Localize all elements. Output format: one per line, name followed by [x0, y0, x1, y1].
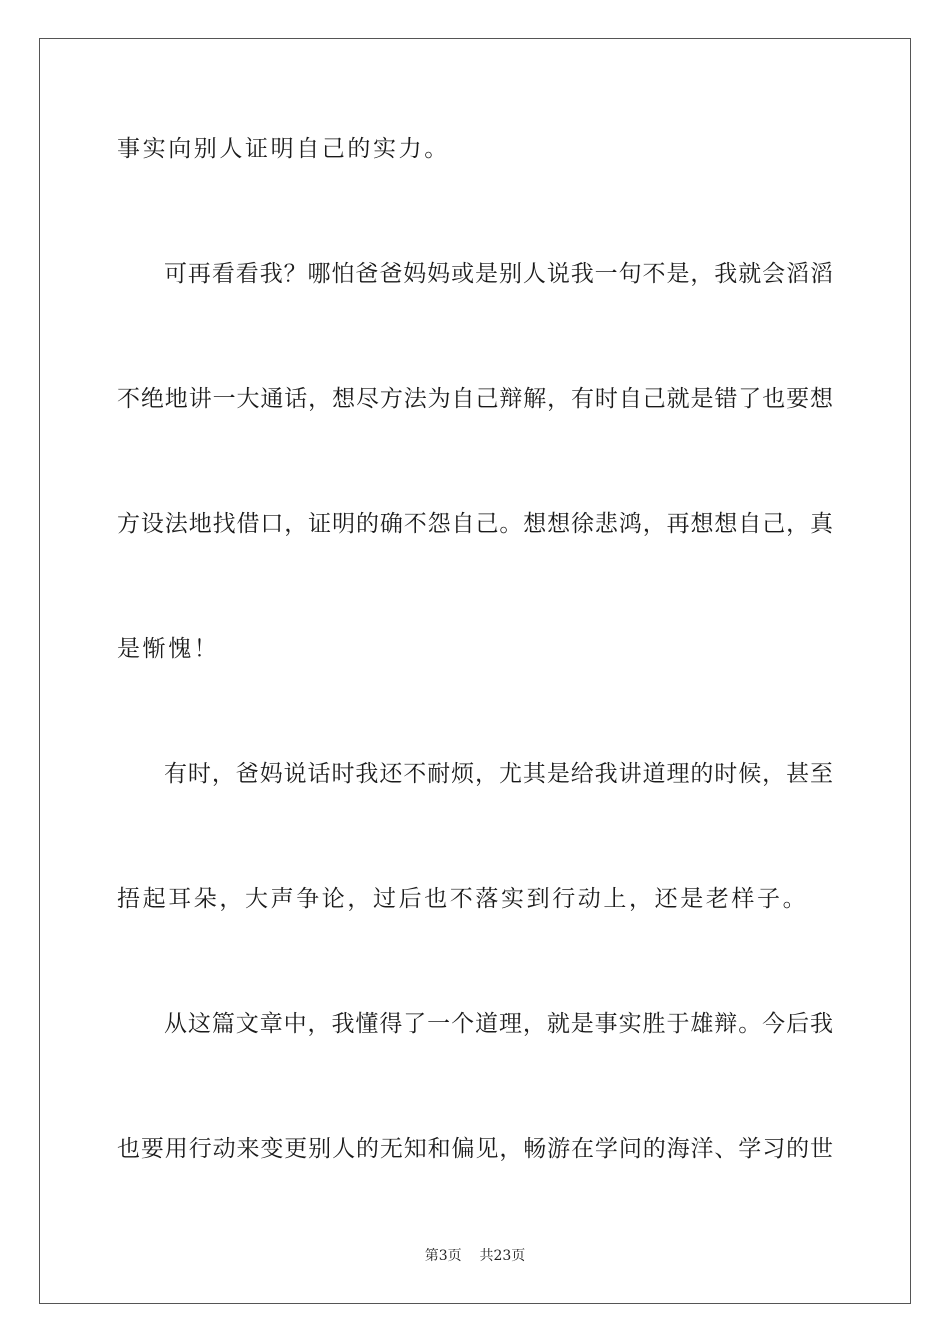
text-line-9: 也要用行动来变更别人的无知和偏见，畅游在学问的海洋、学习的世 [117, 1136, 833, 1162]
page-border [39, 38, 911, 1304]
text-line-5: 是惭愧！ [117, 636, 220, 662]
text-line-1: 事实向别人证明自己的实力。 [117, 136, 450, 162]
page-footer [0, 1247, 950, 1265]
text-line-3: 不绝地讲一大通话，想尽方法为自己辩解，有时自己就是错了也要想 [117, 386, 833, 412]
page-total: 共23页 [479, 1248, 526, 1264]
text-line-8: 从这篇文章中，我懂得了一个道理，就是事实胜于雄辩。今后我 [164, 1011, 833, 1037]
text-line-2: 可再看看我？哪怕爸爸妈妈或是别人说我一句不是，我就会滔滔 [164, 261, 833, 287]
text-line-7: 捂起耳朵，大声争论，过后也不落实到行动上，还是老样子。 [117, 886, 809, 912]
page-number: 第3页 [424, 1248, 462, 1264]
text-line-6: 有时，爸妈说话时我还不耐烦，尤其是给我讲道理的时候，甚至 [164, 761, 833, 787]
text-line-4: 方设法地找借口，证明的确不怨自己。想想徐悲鸿，再想想自己，真 [117, 511, 833, 537]
